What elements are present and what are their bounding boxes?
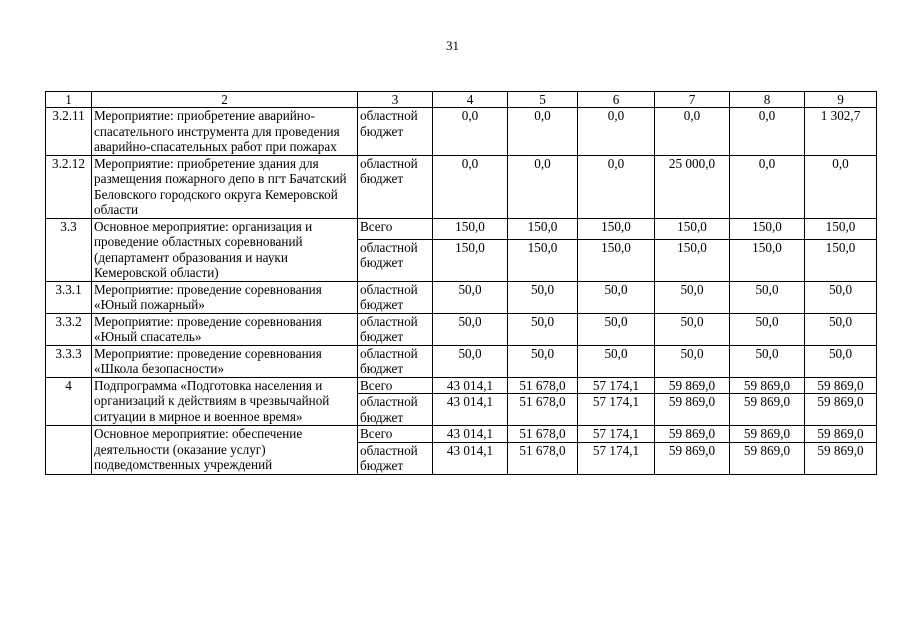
funding-value: 50,0 (655, 345, 730, 377)
funding-source-line: бюджет (360, 297, 404, 312)
funding-source-line: областной (360, 313, 418, 329)
header-cell: 4 (433, 92, 508, 108)
funding-value: 59 869,0 (655, 442, 730, 474)
funding-value: 43 014,1 (433, 377, 508, 394)
activity-name: Мероприятие: проведение соревнования «Юный спасатель» (92, 313, 358, 345)
funding-value: 50,0 (578, 313, 655, 345)
funding-value: 150,0 (433, 239, 508, 281)
funding-source-line: областной (360, 394, 418, 409)
row-number: 3.3 (46, 218, 92, 281)
funding-value: 59 869,0 (730, 394, 805, 426)
funding-value: 50,0 (508, 313, 578, 345)
funding-value: 0,0 (508, 155, 578, 218)
funding-value: 50,0 (730, 281, 805, 313)
funding-value: 59 869,0 (730, 377, 805, 394)
activity-name: Мероприятие: приобретение здания для размещения пожарного депо в пгт Бачатский Беловского городского округа Кемеровской области (92, 155, 358, 218)
table-row (46, 281, 877, 313)
funding-value: 0,0 (433, 155, 508, 218)
page-number: 31 (446, 38, 459, 53)
funding-value: 50,0 (433, 345, 508, 377)
funding-source-line: бюджет (360, 329, 404, 344)
funding-value: 50,0 (655, 313, 730, 345)
header-cell: 5 (508, 92, 578, 108)
funding-value: 43 014,1 (433, 394, 508, 426)
funding-value: 59 869,0 (805, 426, 877, 443)
table-row (46, 345, 877, 377)
row-number: 3.3.2 (46, 313, 92, 345)
funding-value: 57 174,1 (578, 377, 655, 394)
funding-source-line: бюджет (360, 361, 404, 376)
header-cell: 8 (730, 92, 805, 108)
row-number: 3.3.3 (46, 345, 92, 377)
funding-value: 150,0 (433, 218, 508, 239)
table-row (46, 313, 877, 345)
funding-value: 50,0 (578, 345, 655, 377)
funding-value: 50,0 (508, 281, 578, 313)
funding-value: 51 678,0 (508, 377, 578, 394)
table-row (46, 218, 877, 239)
funding-value: 150,0 (508, 239, 578, 281)
activity-name: Основное мероприятие: организация и проведение областных соревнований (департамент образования и науки Кемеровской области) (92, 218, 358, 281)
budget-table (45, 91, 877, 475)
funding-value: 150,0 (655, 239, 730, 281)
funding-value: 150,0 (730, 218, 805, 239)
funding-value: 150,0 (730, 239, 805, 281)
funding-value: 0,0 (805, 155, 877, 218)
row-number: 3.2.11 (46, 108, 92, 156)
header-cell: 3 (358, 92, 433, 108)
funding-value: 59 869,0 (730, 442, 805, 474)
funding-source (358, 239, 433, 281)
row-number (46, 426, 92, 475)
funding-value: 50,0 (805, 313, 877, 345)
funding-value: 50,0 (730, 313, 805, 345)
funding-source (358, 281, 433, 313)
funding-value: 43 014,1 (433, 426, 508, 443)
funding-value: 57 174,1 (578, 394, 655, 426)
header-cell: 6 (578, 92, 655, 108)
funding-value: 50,0 (730, 345, 805, 377)
funding-source-line: бюджет (360, 255, 404, 271)
header-cell: 2 (92, 92, 358, 108)
funding-source: Всего (358, 426, 433, 443)
funding-value: 51 678,0 (508, 426, 578, 443)
funding-value: 150,0 (508, 218, 578, 239)
header-cell: 9 (805, 92, 877, 108)
funding-value: 59 869,0 (655, 394, 730, 426)
funding-value: 51 678,0 (508, 442, 578, 474)
funding-value: 150,0 (578, 218, 655, 239)
funding-source (358, 108, 433, 156)
funding-source-line: областной (360, 442, 418, 458)
funding-source (358, 442, 433, 474)
funding-value: 0,0 (655, 108, 730, 156)
funding-source: Всего (358, 377, 433, 394)
table-row (46, 155, 877, 218)
funding-value: 57 174,1 (578, 442, 655, 474)
funding-value: 43 014,1 (433, 442, 508, 474)
funding-source (358, 313, 433, 345)
funding-source-line: бюджет (360, 171, 404, 186)
table-row (46, 108, 877, 156)
funding-value: 50,0 (805, 281, 877, 313)
funding-source: Всего (358, 218, 433, 239)
table-row (46, 377, 877, 394)
funding-value: 59 869,0 (805, 394, 877, 426)
funding-value: 59 869,0 (805, 377, 877, 394)
activity-name: Подпрограмма «Подготовка населения и организаций к действиям в чрезвычайной ситуации в мирное и военное время» (92, 377, 358, 426)
funding-value: 150,0 (805, 239, 877, 281)
funding-source-line: областной (360, 108, 418, 123)
funding-value: 0,0 (578, 108, 655, 156)
funding-value: 0,0 (433, 108, 508, 156)
activity-name: Мероприятие: проведение соревнования «Школа безопасности» (92, 345, 358, 377)
row-number: 3.3.1 (46, 281, 92, 313)
funding-value: 25 000,0 (655, 155, 730, 218)
funding-source-line: бюджет (360, 409, 404, 425)
funding-value: 59 869,0 (730, 426, 805, 443)
funding-source (358, 394, 433, 426)
funding-source-line: бюджет (360, 458, 404, 473)
funding-value: 50,0 (578, 281, 655, 313)
funding-value: 150,0 (578, 239, 655, 281)
funding-source-line: бюджет (360, 123, 404, 139)
table-row (46, 426, 877, 443)
funding-value: 1 302,7 (805, 108, 877, 156)
funding-source-line: областной (360, 239, 418, 255)
header-row (46, 92, 877, 108)
header-cell: 1 (46, 92, 92, 108)
funding-value: 50,0 (805, 345, 877, 377)
funding-value: 0,0 (508, 108, 578, 156)
row-number: 3.2.12 (46, 155, 92, 218)
activity-name: Мероприятие: приобретение аварийно-спасательного инструмента для проведения аварийно-спасательных работ при пожарах (92, 108, 358, 156)
funding-source-line: областной (360, 345, 418, 361)
funding-value: 50,0 (433, 281, 508, 313)
activity-name: Основное мероприятие: обеспечение деятельности (оказание услуг) подведомственных учреждений (92, 426, 358, 475)
funding-value: 51 678,0 (508, 394, 578, 426)
funding-source-line: областной (360, 155, 418, 171)
funding-value: 0,0 (730, 155, 805, 218)
funding-source-line: областной (360, 281, 418, 297)
funding-value: 150,0 (655, 218, 730, 239)
funding-value: 50,0 (508, 345, 578, 377)
funding-value: 50,0 (433, 313, 508, 345)
funding-value: 0,0 (578, 155, 655, 218)
funding-value: 59 869,0 (805, 442, 877, 474)
activity-name: Мероприятие: проведение соревнования «Юный пожарный» (92, 281, 358, 313)
funding-value: 59 869,0 (655, 426, 730, 443)
funding-source (358, 345, 433, 377)
funding-value: 150,0 (805, 218, 877, 239)
row-number: 4 (46, 377, 92, 426)
funding-source (358, 155, 433, 218)
funding-value: 57 174,1 (578, 426, 655, 443)
funding-value: 0,0 (730, 108, 805, 156)
funding-value: 50,0 (655, 281, 730, 313)
funding-value: 59 869,0 (655, 377, 730, 394)
header-cell: 7 (655, 92, 730, 108)
